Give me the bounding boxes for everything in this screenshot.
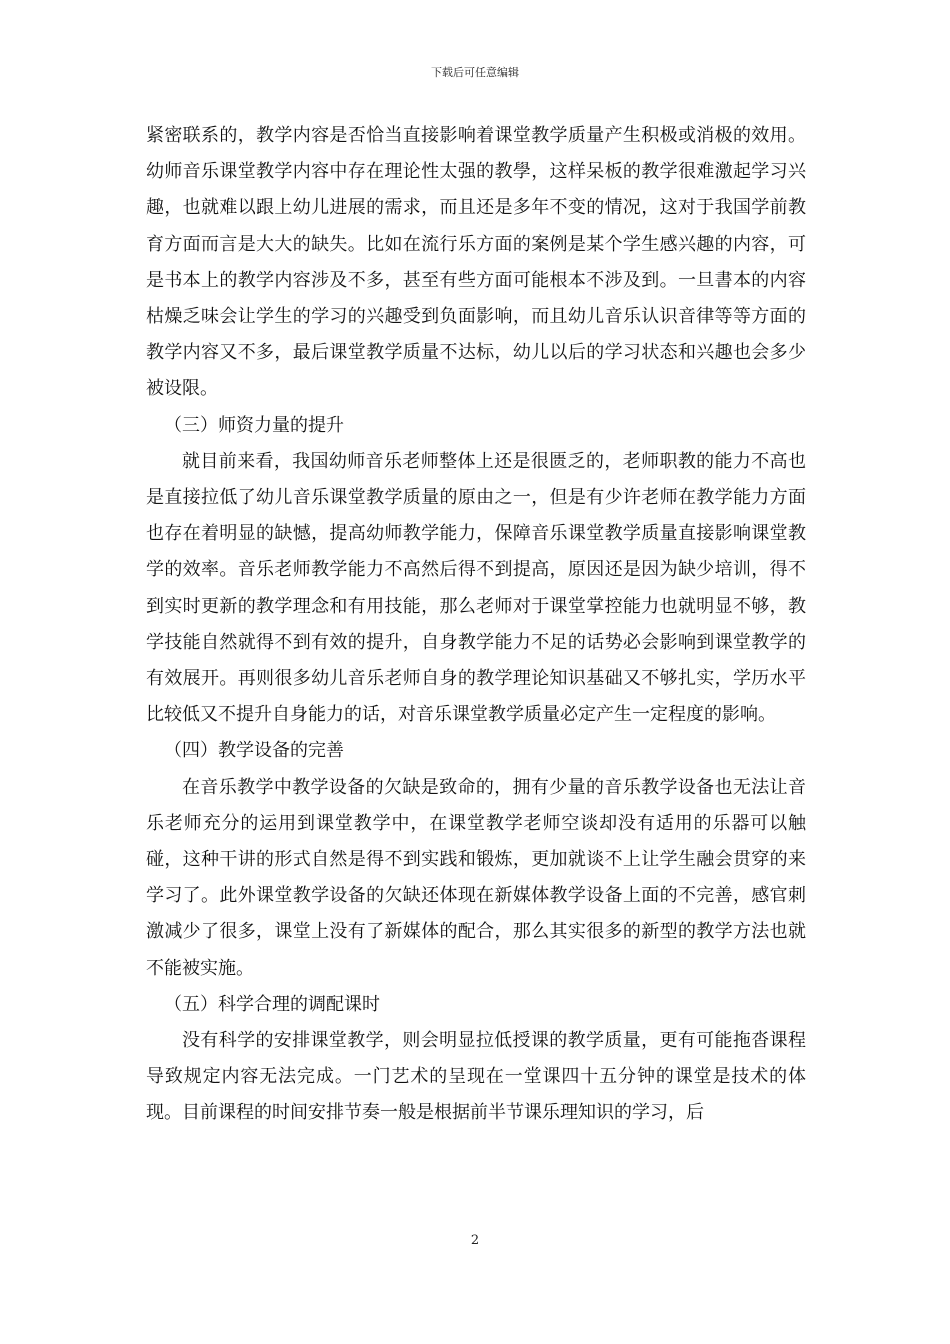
section-heading-teacher-strength: （三）师资力量的提升	[164, 414, 344, 436]
section-heading-equipment: （四）教学设备的完善	[164, 740, 344, 762]
paragraph-teacher-strength: 就目前来看，我国幼师音乐老师整体上还是很匮乏的，老师职教的能力不高也是直接拉低了幼儿音乐课堂教学质量的原由之一，但是有少许老师在教学能力方面也存在着明显的缺憾，提高幼师教学能力，保障音乐课堂教学质量直接影响课堂教学的效率。音乐老师教学能力不高然后得不到提高，原因还是因为缺少培训，得不到实时更新的教学理念和有用技能，那么老师对于课堂掌控能力也就明显不够，教学技能自然就得不到有效的提升，自身教学能力不足的话势必会影响到课堂教学的有效展开。再则很多幼儿音乐老师自身的教学理论知识基础又不够扎实，学历水平比较低又不提升自身能力的话，对音乐课堂教学质量必定产生一定程度的影响。	[146, 450, 806, 726]
section-heading-class-hours: （五）科学合理的调配课时	[164, 993, 380, 1015]
paragraph-class-hours: 没有科学的安排课堂教学，则会明显拉低授课的教学质量，更有可能拖沓课程导致规定内容无法完成。一门艺术的呈现在一堂课四十五分钟的课堂是技术的体现。目前课程的时间安排节奏一般是根据前半节课乐理知识的学习，后	[146, 1030, 806, 1124]
paragraph-equipment: 在音乐教学中教学设备的欠缺是致命的，拥有少量的音乐教学设备也无法让音乐老师充分的运用到课堂教学中，在课堂教学老师空谈却没有适用的乐器可以触碰，这种干讲的形式自然是得不到实践和锻炼，更加就谈不上让学生融会贯穿的来学习了。此外课堂教学设备的欠缺还体现在新媒体教学设备上面的不完善，感官刺激减少了很多，课堂上没有了新媒体的配合，那么其实很多的新型的教学方法也就不能被实施。	[146, 776, 806, 979]
page-header: 下载后可任意编辑	[431, 66, 519, 79]
page-number: 2	[470, 1233, 480, 1248]
paragraph-content-quality: 紧密联系的，教学内容是否恰当直接影响着课堂教学质量产生积极或消极的效用。幼师音乐课堂教学内容中存在理论性太强的教學，这样呆板的教学很难激起学习兴趣，也就难以跟上幼儿进展的需求，而且还是多年不变的情况，这对于我国学前教育方面而言是大大的缺失。比如在流行乐方面的案例是某个学生感兴趣的内容，可是书本上的教学内容涉及不多，甚至有些方面可能根本不涉及到。一旦書本的内容枯燥乏味会让学生的学习的兴趣受到负面影响，而且幼儿音乐认识音律等等方面的教学内容又不多，最后课堂教学质量不达标，幼儿以后的学习状态和兴趣也会多少被设限。	[146, 125, 806, 400]
document-body	[146, 118, 806, 1132]
